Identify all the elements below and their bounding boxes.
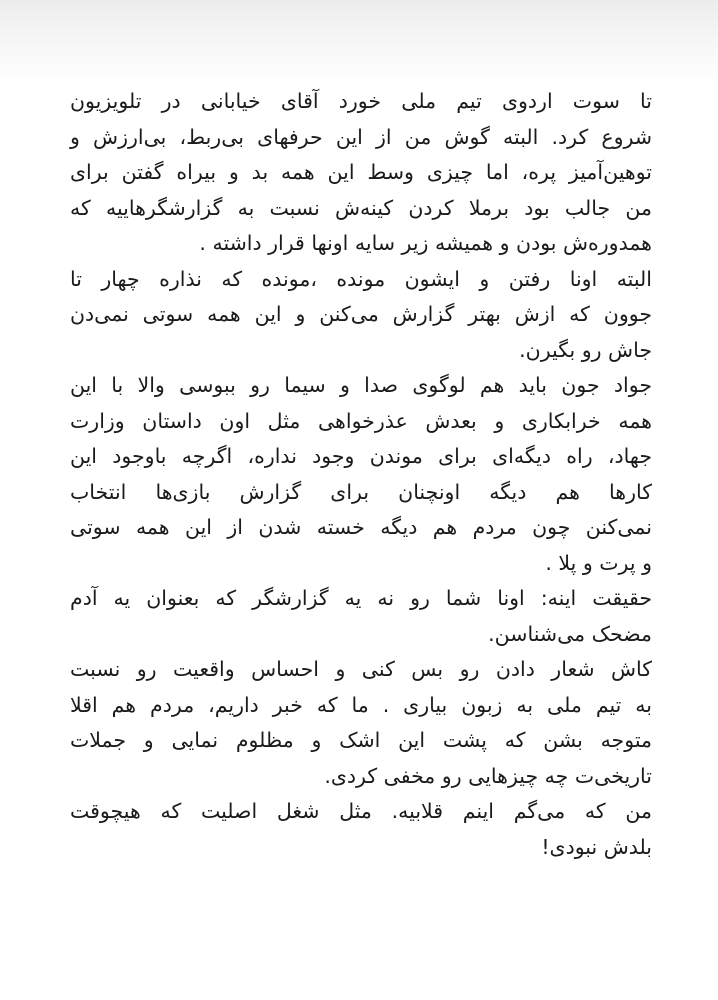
text-line: جوون که ازش بهتر گزارش می‌کنن و این همه سوتی نمی‌دن [70,302,652,326]
text-line: جواد جون باید هم لوگوی صدا و سیما رو ببوسی والا با این [70,373,652,397]
text-line: البته اونا رفتن و ایشون مونده ،مونده که نذاره چهار تا [70,266,652,291]
text-line: کارها هم دیگه اونچنان برای گزارش بازی‌ها انتخاب [70,479,652,504]
text-line: تا سوت اردوی تیم ملی خورد آقای خیابانی در تلویزیون [70,89,652,113]
text-line: مضحک می‌شناسن. [488,621,652,646]
text-line: حقیقت اینه: اونا شما رو نه یه گزارشگر که بعنوان یه آدم [70,586,652,610]
text-line: کاش شعار دادن رو بس کنی و احساس واقعیت رو نسبت [70,657,652,681]
text-line: همه خرابکاری و بعدش عذرخواهی مثل اون داستان وزارت [70,408,652,433]
text-line: بلدش نبودی! [541,834,652,859]
text-line: جهاد، راه دیگه‌ای برای موندن وجود نداره، اگرچه باوجود این [70,444,652,468]
text-line: من جالب بود برملا کردن کینه‌ش نسبت به گزارشگرهاییه که [70,195,652,220]
text-line: و پرت و پلا . [545,550,652,575]
post-text [70,84,652,865]
text-line: توهین‌آمیز پره، اما چیزی وسط این همه بد و بیراه گفتن برای [70,160,652,184]
text-line: جاش رو بگیرن. [519,337,652,362]
text-line: به تیم ملی به زبون بیاری . ما که خبر داریم، مردم هم اقلا [70,692,652,717]
text-line: متوجه بشن که پشت این اشک و مظلوم نمایی و جملات [70,728,652,752]
text-line: شروع کرد. البته گوش من از این حرفهای بی‌ربط، بی‌ارزش و [70,124,652,149]
text-line: همدوره‌ش بودن و همیشه زیر سایه اونها قرار داشته . [199,231,652,255]
text-line: من که می‌گم اینم قلابیه. مثل شغل اصلیت که هیچوقت [70,799,652,823]
text-line: تاریخی‌ت چه چیزهایی رو مخفی کردی. [324,763,652,788]
text-line: نمی‌کنن چون مردم هم دیگه خسته شدن از این همه سوتی [70,515,652,539]
